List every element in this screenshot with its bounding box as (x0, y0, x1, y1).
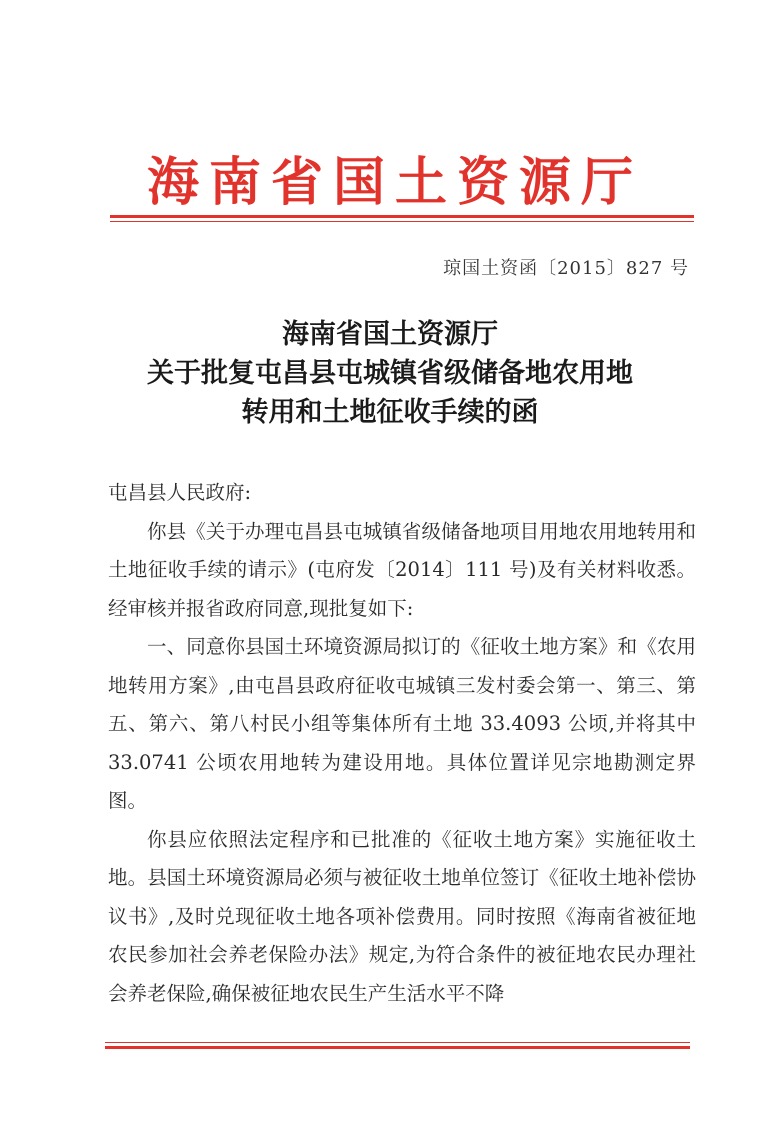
salutation: 屯昌县人民政府: (108, 481, 252, 504)
document-body (108, 474, 696, 1013)
title-line-3: 转用和土地征收手续的函 (241, 397, 539, 428)
body-paragraph-2: 一、同意你县国土环境资源局拟订的《征收土地方案》和《农用地转用方案》,由屯昌县政府征收屯城镇三发村委会第一、第三、第五、第六、第八村民小组等集体所有土地 33.4093 公顷,并将其中 33.0741 公顷农用地转为建设用地。具体位置详见宗地勘测定界图。 (108, 635, 696, 812)
letterhead-divider-thin (110, 221, 694, 222)
body-paragraph-1: 你县《关于办理屯昌县屯城镇省级储备地项目用地农用地转用和土地征收手续的请示》(屯府发〔2014〕111 号)及有关材料收悉。经审核并报省政府同意,现批复如下: (108, 519, 696, 620)
footer-divider-thin (105, 1042, 690, 1043)
letterhead-divider-thick (110, 215, 694, 218)
title-line-1: 海南省国土资源厅 (282, 319, 498, 350)
title-line-2: 关于批复屯昌县屯城镇省级储备地农用地 (147, 358, 633, 389)
document-number: 琼国土资函〔2015〕827 号 (443, 258, 689, 279)
document-title (90, 315, 690, 432)
body-paragraph-3: 你县应依照法定程序和已批准的《征收土地方案》实施征收土地。县国土环境资源局必须与被征收土地单位签订《征收土地补偿协议书》,及时兑现征收土地各项补偿费用。同时按照《海南省被征地农民参加社会养老保险办法》规定,为符合条件的被征地农民办理社会养老保险,确保被征地农民生产生活水平不降 (108, 827, 696, 1005)
footer-divider-thick (105, 1046, 690, 1049)
letterhead-org-name: 海南省国土资源厅 (146, 153, 643, 213)
